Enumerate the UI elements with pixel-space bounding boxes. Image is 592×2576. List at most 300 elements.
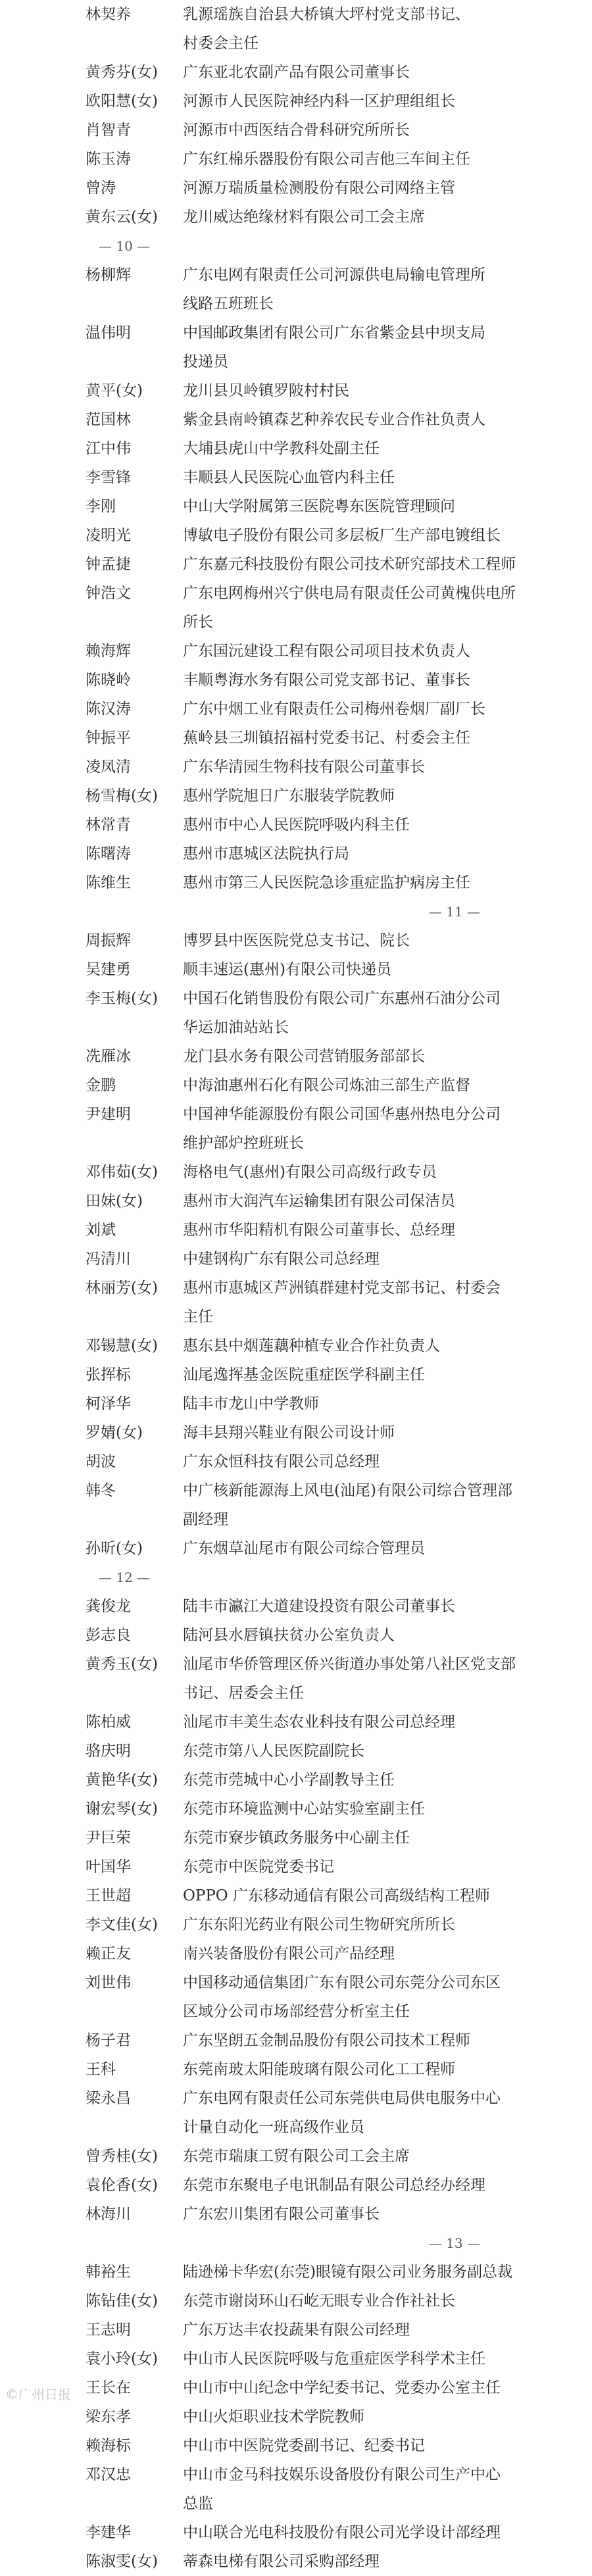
- list-item: [86, 2431, 493, 2460]
- title-line: OPPO 广东移动通信有限公司高级结构工程师: [183, 1887, 490, 1904]
- list-item: [86, 753, 493, 781]
- person-name: 林契养: [86, 6, 131, 23]
- list-item: [86, 868, 493, 897]
- list-item: [86, 1100, 501, 1158]
- title-line: 所长: [183, 614, 213, 631]
- list-item: [86, 781, 493, 810]
- title-line: 海格电气(惠州)有限公司高级行政专员: [183, 1164, 437, 1181]
- person-name: 邓汉忠: [86, 2466, 131, 2483]
- title-line: 龙川县贝岭镇罗陂村村民: [183, 382, 349, 399]
- list-item: [86, 1968, 501, 2026]
- person-name: 孙昕(女): [86, 1540, 143, 1557]
- title-line: 广东万达丰农投蔬果有限公司经理: [183, 2321, 410, 2339]
- title-line: 惠州市第三人民医院急诊重症监护病房主任: [183, 874, 470, 891]
- person-title: [183, 1158, 493, 1187]
- person-title: [183, 550, 516, 579]
- title-line: 中国石化销售股份有限公司广东惠州石油分公司: [183, 990, 501, 1007]
- person-name: 骆庆明: [86, 1743, 131, 1760]
- title-line: 广东电网有限责任公司东莞供电局供电服务中心: [183, 2090, 501, 2107]
- person-name: 赖海标: [86, 2437, 131, 2454]
- title-line: 中山市人民医院呼吸与危重症医学科学术主任: [183, 2350, 485, 2367]
- title-line: 河源市中西医结合骨科研究所所长: [183, 122, 410, 139]
- list-item: [86, 1418, 493, 1447]
- title-line: 东莞市谢岗环山石屹无眼专业合作社社长: [183, 2292, 455, 2310]
- person-name: 陈晓岭: [86, 672, 131, 689]
- list-item: [86, 1389, 493, 1418]
- person-title: [183, 984, 501, 1042]
- person-name: 罗婧(女): [86, 1424, 143, 1441]
- person-title: [183, 1592, 493, 1621]
- title-line: 总监: [183, 2495, 213, 2512]
- person-title: [183, 2258, 512, 2287]
- person-name: 赖海辉: [86, 643, 131, 660]
- person-title: [183, 1274, 501, 1331]
- list-item: [86, 1042, 493, 1071]
- title-line: 村委会主任: [183, 35, 259, 52]
- person-name: 欧阳慧(女): [86, 93, 158, 110]
- title-line: 惠州市惠城区芦洲镇群建村党支部书记、村委会: [183, 1279, 501, 1297]
- list-item: [86, 1650, 516, 1708]
- title-line: 中山市金马科技娱乐设备股份有限公司生产中心: [183, 2466, 501, 2483]
- person-title: [183, 1910, 493, 1939]
- person-name: 邓伟茹(女): [86, 1164, 158, 1181]
- list-item: [86, 2518, 501, 2547]
- title-line: 中广核新能源海上风电(汕尾)有限公司综合管理部: [183, 1482, 512, 1499]
- list-item: [86, 2055, 493, 2084]
- person-name: 林海川: [86, 2206, 131, 2223]
- person-name: 黄艳华(女): [86, 1771, 158, 1789]
- title-line: 南兴装备股份有限公司产品经理: [183, 1945, 395, 1962]
- list-item: [86, 1708, 493, 1737]
- person-title: [183, 1534, 493, 1563]
- person-title: [183, 1100, 501, 1158]
- title-line: 河源市人民医院神经内科一区护理组组长: [183, 93, 455, 110]
- list-item: [86, 810, 493, 839]
- list-item: [86, 926, 493, 955]
- person-title: [183, 145, 493, 174]
- title-line: 中建钢构广东有限公司总经理: [183, 1251, 380, 1268]
- list-item: [86, 434, 493, 463]
- person-title: [183, 2055, 493, 2084]
- list-item: [86, 1852, 493, 1881]
- person-title: [183, 2431, 493, 2460]
- list-item: [86, 492, 493, 521]
- person-name: 黄平(女): [86, 382, 143, 399]
- person-title: [183, 1418, 493, 1447]
- title-line: 广东华清园生物科技有限公司董事长: [183, 758, 425, 776]
- person-name: 陈玉涛: [86, 151, 131, 168]
- title-line: 广东众恒科技有限公司总经理: [183, 1453, 380, 1470]
- title-line: 惠州市大润汽车运输集团有限公司保洁员: [183, 1193, 455, 1210]
- title-line: 惠州市中心人民医院呼吸内科主任: [183, 816, 410, 833]
- title-line: 惠州学院旭日广东服装学院教师: [183, 787, 395, 805]
- title-line: 中山火炬职业技术学院教师: [183, 2408, 364, 2425]
- person-title: [183, 2518, 501, 2547]
- title-line: 博罗县中医医院党总支书记、院长: [183, 932, 410, 949]
- person-title: [183, 1245, 493, 1274]
- list-item: [86, 1331, 493, 1360]
- person-title: [183, 868, 493, 897]
- person-title: [183, 434, 493, 463]
- title-line: 惠州市惠城区法院执行局: [183, 845, 349, 862]
- title-line: 中山联合光电科技股份有限公司光学设计部经理: [183, 2524, 501, 2541]
- person-name: 柯泽华: [86, 1395, 131, 1412]
- person-name: 黄东云(女): [86, 209, 158, 226]
- person-title: [183, 463, 493, 492]
- person-name: 李建华: [86, 2524, 131, 2541]
- title-line: 乳源瑶族自治县大桥镇大坪村党支部书记、: [183, 6, 470, 23]
- list-item: [86, 521, 501, 550]
- person-title: [183, 1881, 493, 1910]
- title-line: 惠东县中烟莲藕种植专业合作社负责人: [183, 1337, 440, 1354]
- title-line: 副经理: [183, 1511, 228, 1528]
- list-item: [86, 1766, 493, 1795]
- title-line: 广东国沅建设工程有限公司项目技术负责人: [183, 643, 470, 660]
- person-title: [183, 174, 493, 203]
- person-name: 曾秀桂(女): [86, 2148, 158, 2165]
- page-number: — 10 —: [99, 238, 151, 254]
- person-name: 刘世伟: [86, 1974, 131, 1991]
- person-name: 温伟明: [86, 324, 131, 341]
- list-item: [86, 637, 493, 666]
- person-name: 江中伟: [86, 440, 131, 457]
- person-name: 谢宏琴(女): [86, 1800, 158, 1818]
- person-name: 田妹(女): [86, 1193, 143, 1210]
- title-line: 中山市中山纪念中学纪委书记、党委办公室主任: [183, 2379, 501, 2396]
- list-item: [86, 2258, 512, 2287]
- list-item: [86, 1360, 493, 1389]
- list-item: [86, 1881, 493, 1910]
- person-name: 袁小玲(女): [86, 2350, 158, 2367]
- list-item: [86, 1158, 493, 1187]
- person-name: 林常青: [86, 816, 131, 833]
- person-title: [183, 1216, 493, 1245]
- person-name: 张挥标: [86, 1366, 131, 1383]
- person-name: 吴建勇: [86, 961, 131, 978]
- person-name: 王科: [86, 2061, 116, 2078]
- person-title: [183, 2200, 493, 2229]
- list-item: [86, 984, 501, 1042]
- title-line: 投递员: [183, 353, 228, 370]
- person-title: [183, 376, 493, 405]
- list-item: [86, 1621, 493, 1650]
- list-item: [86, 2460, 501, 2518]
- person-title: [183, 492, 493, 521]
- title-line: 中国移动通信集团广东有限公司东莞分公司东区: [183, 1974, 501, 1991]
- title-line: 陆丰市瀛江大道建设投资有限公司董事长: [183, 1598, 455, 1615]
- list-item: [86, 203, 493, 232]
- list-item: [86, 2287, 493, 2316]
- list-item: [86, 116, 493, 145]
- watermark: ©广州日报: [5, 2387, 71, 2402]
- person-name: 李玉梅(女): [86, 990, 158, 1007]
- person-name: 李雪锋: [86, 469, 131, 486]
- document-body: [86, 0, 516, 2576]
- person-name: 范国林: [86, 411, 131, 428]
- person-name: 钟孟捷: [86, 556, 131, 573]
- person-name: 陈曙涛: [86, 845, 131, 862]
- title-line: 龙门县水务有限公司营销服务部部长: [183, 1048, 425, 1065]
- title-line: 东莞市莞城中心小学副教导主任: [183, 1771, 395, 1789]
- list-item: [86, 1939, 493, 1968]
- page-number: — 12 —: [99, 1570, 151, 1585]
- list-item: [86, 376, 493, 405]
- title-line: 广东烟草汕尾市有限公司综合管理员: [183, 1540, 425, 1557]
- person-title: [183, 839, 493, 868]
- list-item: [86, 579, 516, 637]
- list-item: [86, 0, 493, 58]
- person-name: 凌明光: [86, 527, 131, 544]
- person-title: [183, 318, 493, 376]
- person-title: [183, 2171, 493, 2200]
- person-title: [183, 1795, 493, 1823]
- title-line: 中山大学附属第三医院粤东医院管理顾问: [183, 498, 455, 515]
- list-item: [86, 463, 493, 492]
- list-item: [86, 2026, 493, 2055]
- person-name: 梁东孝: [86, 2408, 131, 2425]
- title-line: 广东电网有限责任公司河源供电局输电管理所: [183, 266, 485, 284]
- list-item: [86, 2373, 501, 2402]
- title-line: 博敏电子股份有限公司多层板厂生产部电镀组长: [183, 527, 501, 544]
- person-name: 邓锡慧(女): [86, 1337, 158, 1354]
- page-number: — 13 —: [428, 2235, 480, 2251]
- title-line: 主任: [183, 1308, 213, 1325]
- list-item: [86, 1071, 493, 1100]
- person-title: [183, 87, 493, 116]
- person-title: [183, 1042, 493, 1071]
- title-line: 区域分公司市场部经营分析室主任: [183, 2003, 410, 2020]
- person-name: 韩冬: [86, 1482, 116, 1499]
- title-line: 广东亚北农副产品有限公司董事长: [183, 64, 410, 81]
- list-item: [86, 1476, 512, 1534]
- person-title: [183, 724, 493, 753]
- person-title: [183, 1187, 493, 1216]
- person-title: [183, 260, 493, 318]
- list-item: [86, 550, 516, 579]
- title-line: 汕尾逸挥基金医院重症医学科副主任: [183, 1366, 425, 1383]
- title-line: 大埔县虎山中学教科处副主任: [183, 440, 380, 457]
- list-item: [86, 2316, 493, 2344]
- person-title: [183, 405, 493, 434]
- list-item: [86, 174, 493, 203]
- title-line: 汕尾市华侨管理区侨兴街道办事处第八社区党支部: [183, 1656, 516, 1673]
- person-name: 胡波: [86, 1453, 116, 1470]
- title-line: 陆河县水唇镇扶贫办公室负责人: [183, 1627, 395, 1644]
- list-item: [86, 2084, 501, 2142]
- person-title: [183, 1447, 493, 1476]
- title-line: 东莞市寮步镇政务服务中心副主任: [183, 1829, 410, 1846]
- person-name: 陈钻佳(女): [86, 2292, 158, 2310]
- person-title: [183, 1621, 493, 1650]
- list-item: [86, 260, 493, 318]
- person-title: [183, 1852, 493, 1881]
- title-line: 中国邮政集团有限公司广东省紫金县中坝支局: [183, 324, 485, 341]
- list-item: [86, 405, 493, 434]
- person-title: [183, 1476, 512, 1534]
- person-name: 龚俊龙: [86, 1598, 131, 1615]
- person-title: [183, 1939, 493, 1968]
- person-name: 陈柏威: [86, 1714, 131, 1731]
- person-name: 冼雁冰: [86, 1048, 131, 1065]
- person-name: 尹巨荣: [86, 1829, 131, 1846]
- list-item: [86, 2344, 493, 2373]
- title-line: 蕉岭县三圳镇招福村党委书记、村委会主任: [183, 730, 470, 747]
- person-title: [183, 637, 493, 666]
- title-line: 蒂森电梯有限公司采购部经理: [183, 2553, 380, 2570]
- person-name: 王长在: [86, 2379, 131, 2396]
- person-name: 王志明: [86, 2321, 131, 2339]
- person-title: [183, 926, 493, 955]
- title-line: 中山市中医院党委副书记、纪委书记: [183, 2437, 425, 2454]
- title-line: 广东东阳光药业有限公司生物研究所所长: [183, 1916, 455, 1933]
- person-title: [183, 1968, 501, 2026]
- person-title: [183, 203, 493, 232]
- list-item: [86, 58, 493, 87]
- person-title: [183, 2344, 493, 2373]
- title-line: 中海油惠州石化有限公司炼油三部生产监督: [183, 1077, 470, 1094]
- title-line: 华运加油站站长: [183, 1019, 289, 1036]
- person-name: 黄秀玉(女): [86, 1656, 158, 1673]
- person-name: 梁永昌: [86, 2090, 131, 2107]
- person-name: 叶国华: [86, 1858, 131, 1875]
- list-item: [86, 2171, 493, 2200]
- title-line: 顺丰速运(惠州)有限公司快递员: [183, 961, 391, 978]
- person-title: [183, 781, 493, 810]
- person-name: 杨子君: [86, 2032, 131, 2049]
- person-title: [183, 1071, 493, 1100]
- title-line: 广东宏川集团有限公司董事长: [183, 2206, 380, 2223]
- person-name: 彭志良: [86, 1627, 131, 1644]
- person-title: [183, 1737, 493, 1766]
- list-item: [86, 724, 493, 753]
- person-title: [183, 1360, 493, 1389]
- person-name: 刘斌: [86, 1222, 116, 1239]
- list-item: [86, 666, 493, 695]
- title-line: 东莞市东聚电子电讯制品有限公司总经办经理: [183, 2177, 485, 2194]
- person-name: 陈淑雯(女): [86, 2553, 158, 2570]
- person-name: 林丽芳(女): [86, 1279, 158, 1297]
- title-line: 陆逊梯卡华宏(东莞)眼镜有限公司业务服务副总裁: [183, 2264, 512, 2281]
- person-title: [183, 810, 493, 839]
- person-name: 凌凤清: [86, 758, 131, 776]
- list-item: [86, 1447, 493, 1476]
- title-line: 计量自动化一班高级作业员: [183, 2119, 364, 2136]
- person-name: 杨柳辉: [86, 266, 131, 284]
- page-number: — 11 —: [428, 904, 480, 920]
- list-item: [86, 695, 493, 724]
- list-item: [86, 1737, 493, 1766]
- person-name: 周振辉: [86, 932, 131, 949]
- title-line: 紫金县南岭镇森艺种养农民专业合作社负责人: [183, 411, 485, 428]
- list-item: [86, 839, 493, 868]
- title-line: 陆丰市龙山中学教师: [183, 1395, 319, 1412]
- person-title: [183, 58, 493, 87]
- list-item: [86, 2142, 493, 2171]
- person-title: [183, 1766, 493, 1795]
- person-name: 赖正友: [86, 1945, 131, 1962]
- title-line: 广东中烟工业有限责任公司梅州卷烟厂副厂长: [183, 701, 485, 718]
- title-line: 惠州市华阳精机有限公司董事长、总经理: [183, 1222, 455, 1239]
- person-title: [183, 521, 501, 550]
- title-line: 东莞市第八人民医院副院长: [183, 1743, 364, 1760]
- person-name: 陈维生: [86, 874, 131, 891]
- title-line: 丰顺粤海水务有限公司党支部书记、董事长: [183, 672, 470, 689]
- title-line: 龙川威达绝缘材料有限公司工会主席: [183, 209, 425, 226]
- person-title: [183, 1331, 493, 1360]
- person-title: [183, 1823, 493, 1852]
- person-title: [183, 116, 493, 145]
- title-line: 线路五班班长: [183, 295, 274, 312]
- list-item: [86, 955, 493, 984]
- person-title: [183, 2316, 493, 2344]
- person-name: 曾涛: [86, 180, 116, 197]
- list-item: [86, 318, 493, 376]
- title-line: 广东坚朗五金制品股份有限公司技术工程师: [183, 2032, 470, 2049]
- list-item: [86, 2547, 493, 2576]
- title-line: 丰顺县人民医院心血管内科主任: [183, 469, 395, 486]
- person-title: [183, 2287, 493, 2316]
- person-name: 金鹏: [86, 1077, 116, 1094]
- title-line: 维护部炉控班班长: [183, 1135, 304, 1152]
- list-item: [86, 2200, 493, 2229]
- person-title: [183, 0, 493, 58]
- person-title: [183, 753, 493, 781]
- person-title: [183, 579, 516, 637]
- person-name: 韩裕生: [86, 2264, 131, 2281]
- list-item: [86, 1187, 493, 1216]
- list-item: [86, 1216, 493, 1245]
- list-item: [86, 1795, 493, 1823]
- title-line: 广东嘉元科技股份有限公司技术研究部技术工程师: [183, 556, 516, 573]
- list-item: [86, 1823, 493, 1852]
- list-item: [86, 1910, 493, 1939]
- person-name: 钟振平: [86, 730, 131, 747]
- list-item: [86, 87, 493, 116]
- person-name: 袁伦香(女): [86, 2177, 158, 2194]
- title-line: 中国神华能源股份有限公司国华惠州热电分公司: [183, 1106, 501, 1123]
- title-line: 东莞市环境监测中心站实验室副主任: [183, 1800, 425, 1818]
- title-line: 书记、居委会主任: [183, 1685, 304, 1702]
- person-title: [183, 955, 493, 984]
- list-item: [86, 1592, 493, 1621]
- list-item: [86, 1274, 501, 1331]
- person-name: 黄秀芬(女): [86, 64, 158, 81]
- person-title: [183, 2460, 501, 2518]
- person-title: [183, 2547, 493, 2576]
- person-title: [183, 666, 493, 695]
- person-title: [183, 2084, 501, 2142]
- person-name: 李文佳(女): [86, 1916, 158, 1933]
- title-line: 河源万瑞质量检测股份有限公司网络主管: [183, 180, 455, 197]
- title-line: 东莞市瑞康工贸有限公司工会主席: [183, 2148, 410, 2165]
- person-title: [183, 2026, 493, 2055]
- list-item: [86, 1245, 493, 1274]
- person-title: [183, 1389, 493, 1418]
- title-line: 广东红棉乐器股份有限公司吉他三车间主任: [183, 151, 470, 168]
- person-title: [183, 2373, 501, 2402]
- person-name: 冯清川: [86, 1251, 131, 1268]
- person-name: 李刚: [86, 498, 116, 515]
- title-line: 东莞南玻太阳能玻璃有限公司化工工程师: [183, 2061, 455, 2078]
- title-line: 广东电网梅州兴宁供电局有限责任公司黄槐供电所: [183, 585, 516, 602]
- person-title: [183, 695, 493, 724]
- list-item: [86, 145, 493, 174]
- person-title: [183, 1650, 516, 1708]
- title-line: 汕尾市丰美生态农业科技有限公司总经理: [183, 1714, 455, 1731]
- person-name: 王世超: [86, 1887, 131, 1904]
- person-name: 钟浩文: [86, 585, 131, 602]
- title-line: 海丰县翔兴鞋业有限公司设计师: [183, 1424, 395, 1441]
